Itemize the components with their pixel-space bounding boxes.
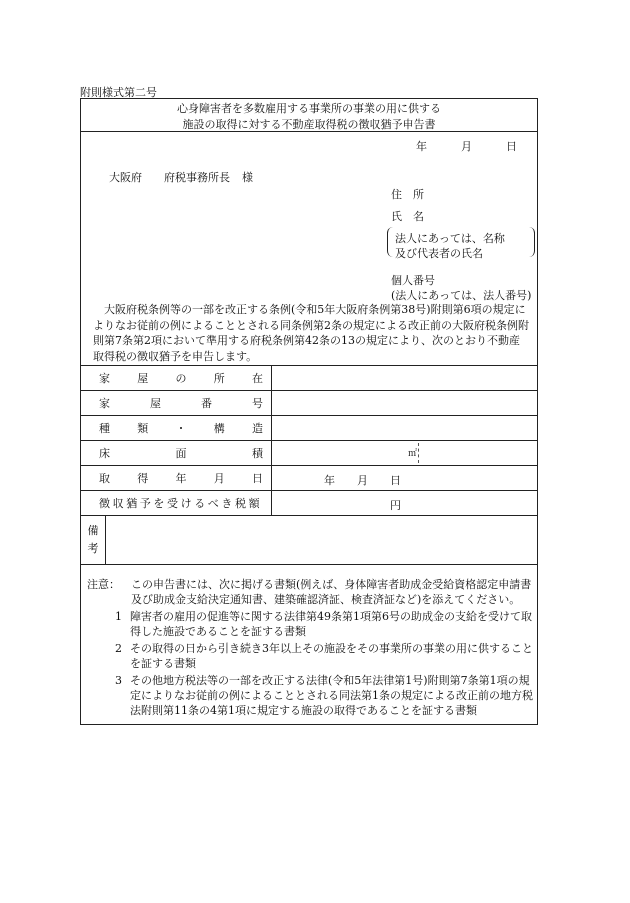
form-label: 附則様式第二号 [80,86,157,99]
notes-section [87,577,533,718]
house-number-field[interactable] [272,391,537,415]
table-row [81,441,537,466]
corp-note-bracket [387,227,535,257]
label-location: 家 屋 の 所 在 [99,372,263,385]
corp-note-line-2: 及び代表者の氏名 [395,247,483,260]
acquisition-date-field[interactable] [272,466,537,490]
application-form [80,98,538,725]
notes-head-text: この申告書には、次に掲げる書類(例えば、身体障害者助成金受給資格認定申請書及び助成金支給決定通知書、建築確認済証、検査済証など)を添えてください。 [131,578,532,606]
list-item: 2 その取得の日から引き続き3年以上その施設をその事業所の事業の用に供することを証する書類 [115,642,533,670]
table-row [81,391,537,416]
property-table [81,365,537,565]
corp-note-line-1: 法人にあっては、名称 [395,232,505,245]
notes-head [87,577,533,607]
title-line-1: 心身障害者を多数雇用する事業所の事業の用に供する [177,102,441,115]
id-number-note: (法人にあっては、法人番号) [391,289,532,302]
notes-prefix: 注意： [87,578,120,591]
type-structure-field[interactable] [272,416,537,440]
decimal-divider [418,443,419,463]
table-row [81,366,537,391]
acquisition-date-units: 年 月 日 [324,474,401,487]
remarks-field[interactable] [106,516,537,564]
addressee [109,169,253,185]
applicant-name-label: 氏 名 [391,210,424,223]
label-type-structure: 種 類 ・ 構 造 [99,422,263,435]
list-item: 3 その他地方税法等の一部を改正する法律(令和5年法律第1号)附則第7条第1項の規定によりなお従前の例によることとされる同法第1条の規定による改正前の地方税法附則第11条の4第1項に規定する施設の取得であることを証する書類 [115,674,533,717]
addressee-honorific: 様 [242,171,253,184]
label-acquisition-date: 取 得 年 月 日 [99,472,263,485]
area-unit: ㎡ [407,449,417,459]
table-row [81,491,537,516]
label-tax-amount: 徴収猶予を受けるべき税額 [99,497,263,510]
label-house-number: 家 屋 番 号 [99,397,263,410]
filing-date-row [81,131,537,154]
title-line-2: 施設の取得に対する不動産取得税の徴収猶予申告書 [182,118,436,131]
remarks-label: 備 考 [81,516,106,564]
addressee-pref: 大阪府 [109,171,142,184]
label-floor-area: 床 面 積 [99,447,263,460]
filing-date [416,138,517,154]
addressee-office: 府税事務所長 [164,171,230,184]
applicant-address-label: 住 所 [391,188,424,201]
filing-year: 年 [416,140,427,153]
filing-month: 月 [461,140,472,153]
form-title [81,101,537,133]
yen-unit: 円 [390,499,401,512]
table-row [81,416,537,441]
filing-day: 日 [506,140,517,153]
floor-area-field[interactable] [272,441,537,465]
declaration-text: 大阪府税条例等の一部を改正する条例(令和5年大阪府条例第38号)附則第6項の規定によりなお従前の例によることとされる同条例第2条の規定による改正前の大阪府税条例附則第7条第2項において準用する府税条例第42条の13の規定により、次のとおり不動産取得税の徴収猶予を申告します。 [93,303,529,363]
list-item: 1 障害者の雇用の促進等に関する法律第49条第1項第6号の助成金の支給を受けて取得した施設であることを証する書類 [115,610,532,638]
table-row [81,516,537,565]
id-number-label: 個人番号 [391,274,435,287]
location-field[interactable] [272,366,537,390]
tax-amount-field[interactable] [272,491,537,515]
table-row [81,466,537,491]
